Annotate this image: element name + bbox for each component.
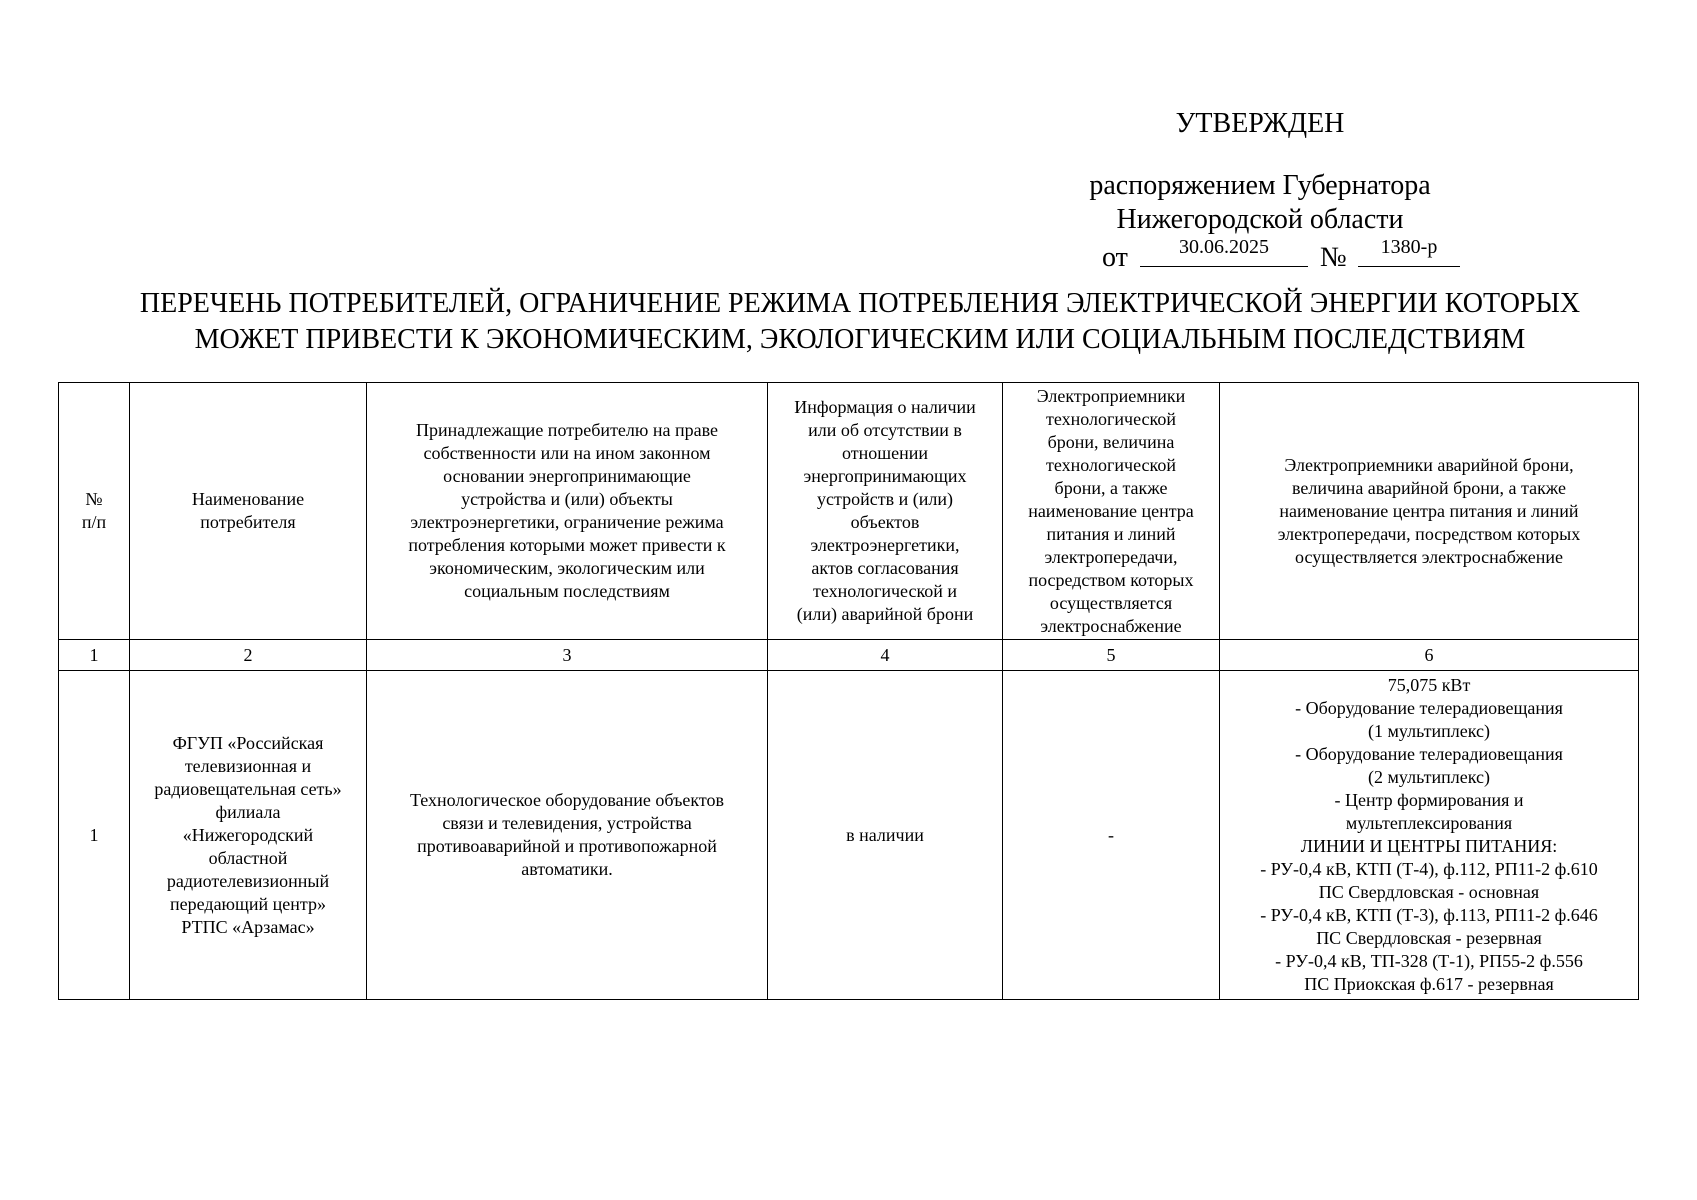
cell-text-line: электропередачи, — [1044, 546, 1178, 567]
cell-text-line: противоаварийной и противопожарной — [417, 836, 717, 856]
cell-text-line: технологической — [1046, 454, 1176, 475]
tech-reserve-cell: - — [1003, 671, 1220, 1000]
cell-text-line: - РУ-0,4 кВ, ТП-328 (Т-1), РП55-2 ф.556 — [1275, 951, 1583, 971]
cell-text-line: социальным последствиям — [464, 581, 670, 601]
header-cell-devices — [367, 383, 768, 640]
cell-text-line: связи и телевидения, устройства — [442, 813, 692, 833]
cell-text-line: ФГУП «Российская — [172, 732, 324, 753]
cell-text-line: - Центр формирования и — [1334, 790, 1524, 810]
approval-line2: Нижегородской области — [1116, 204, 1404, 235]
cell-text-line: Информация о наличии — [794, 397, 976, 417]
approval-number: 1380-р — [1358, 236, 1460, 267]
cell-text-line: п/п — [81, 512, 107, 532]
cell-text-line: Технологическое оборудование объектов — [409, 790, 725, 810]
cell-text-line: потребления которыми может привести к — [408, 535, 726, 555]
cell-text-line: брони, а также — [1054, 477, 1168, 498]
table-header-row — [59, 383, 1639, 640]
cell-text-line: мультеплексирования — [1345, 813, 1513, 833]
header-cell-tech-reserve — [1003, 383, 1220, 640]
column-number-cell: 6 — [1220, 640, 1639, 671]
cell-text-line: наименование центра питания и линий — [1279, 500, 1579, 521]
cell-text-line: отношении — [841, 443, 928, 463]
column-number-cell: 5 — [1003, 640, 1220, 671]
cell-text-line: основании энергопринимающие — [443, 466, 691, 486]
cell-text-line: технологической и — [812, 581, 958, 601]
cell-text-line: электроэнергетики, ограничение режима — [410, 512, 724, 532]
cell-text-line: объектов — [850, 512, 920, 532]
header-cell-emergency-reserve — [1220, 383, 1639, 640]
cell-text-line: экономическим, экологическим или — [429, 558, 705, 578]
consumer-name-cell — [130, 671, 367, 1000]
cell-text-line: электроэнергетики, — [810, 535, 960, 555]
cell-text-line: филиала — [215, 801, 281, 822]
cell-text-line: актов согласования — [811, 558, 959, 578]
cell-text-line: технологической — [1046, 408, 1176, 429]
header-cell-consumer — [130, 383, 367, 640]
cell-text-line: Электроприемники — [1036, 385, 1186, 406]
devices-cell — [367, 671, 768, 1000]
row-number-cell: 1 — [59, 671, 130, 1000]
document-title — [60, 286, 1660, 358]
header-cell-acts-info — [768, 383, 1003, 640]
column-number-cell: 4 — [768, 640, 1003, 671]
cell-text-line: Принадлежащие потребителю на праве — [416, 420, 718, 440]
number-label: № — [1320, 242, 1347, 273]
cell-text-line: (2 мультиплекс) — [1368, 767, 1490, 787]
cell-text-line: радиовещательная сеть» — [154, 778, 342, 799]
acts-info-cell: в наличии — [768, 671, 1003, 1000]
cell-text-line: устройств и (или) — [817, 489, 953, 509]
cell-text-line: ЛИНИИ И ЦЕНТРЫ ПИТАНИЯ: — [1300, 836, 1558, 856]
approval-date: 30.06.2025 — [1140, 236, 1308, 267]
cell-text-line: потребителя — [200, 512, 296, 532]
cell-text-line: питания и линий — [1046, 523, 1176, 544]
cell-text-line: 75,075 кВт — [1387, 675, 1471, 695]
column-number-cell: 1 — [59, 640, 130, 671]
cell-text-line: осуществляется — [1049, 592, 1173, 613]
cell-text-line: ПС Приокская ф.617 - резервная — [1304, 974, 1554, 994]
column-number-cell: 2 — [130, 640, 367, 671]
cell-text-line: посредством которых — [1028, 569, 1194, 590]
column-number-cell: 3 — [367, 640, 768, 671]
cell-text-line: «Нижегородский — [182, 824, 314, 845]
cell-text-line: передающий центр» — [170, 893, 326, 914]
cell-text-line: величина аварийной брони, а также — [1292, 477, 1566, 498]
column-number-row — [59, 640, 1639, 671]
cell-text-line: - Оборудование телерадиовещания — [1295, 698, 1563, 718]
cell-text-line: электроснабжение — [1040, 615, 1182, 636]
title-line2: МОЖЕТ ПРИВЕСТИ К ЭКОНОМИЧЕСКИМ, ЭКОЛОГИЧЕСКИМ ИЛИ СОЦИАЛЬНЫМ ПОСЛЕДСТВИЯМ — [194, 324, 1526, 355]
cell-text-line: энергопринимающих — [803, 466, 967, 486]
approval-heading: УТВЕРЖДЕН — [1175, 108, 1345, 139]
cell-text-line: брони, величина — [1047, 431, 1175, 452]
header-cell-number — [59, 383, 130, 640]
cell-text-line: № — [85, 489, 103, 509]
cell-text-line: - Оборудование телерадиовещания — [1295, 744, 1563, 764]
cell-text-line: ПС Свердловская - основная — [1318, 882, 1540, 902]
title-line1: ПЕРЕЧЕНЬ ПОТРЕБИТЕЛЕЙ, ОГРАНИЧЕНИЕ РЕЖИМА ПОТРЕБЛЕНИЯ ЭЛЕКТРИЧЕСКОЙ ЭНЕРГИИ КОТОРЫХ — [139, 288, 1581, 319]
cell-text-line: устройства и (или) объекты — [461, 489, 673, 509]
cell-text-line: собственности или на ином законном — [423, 443, 711, 463]
approval-line1: распоряжением Губернатора — [1089, 170, 1431, 201]
table-row — [59, 671, 1639, 1000]
consumers-table — [58, 382, 1639, 1000]
cell-text-line: (1 мультиплекс) — [1368, 721, 1490, 741]
cell-text-line: ПС Свердловская - резервная — [1316, 928, 1542, 948]
cell-text-line: - РУ-0,4 кВ, КТП (Т-4), ф.112, РП11-2 ф.610 — [1260, 859, 1598, 879]
from-label: от — [1102, 242, 1128, 273]
cell-text-line: наименование центра — [1028, 500, 1194, 521]
cell-text-line: осуществляется электроснабжение — [1295, 546, 1563, 567]
cell-text-line: Наименование — [191, 489, 305, 509]
emergency-reserve-cell — [1220, 671, 1639, 1000]
cell-text-line: радиотелевизионный — [166, 870, 330, 891]
approval-date-line — [1102, 236, 1522, 276]
cell-text-line: электропередачи, посредством которых — [1277, 523, 1581, 544]
cell-text-line: автоматики. — [521, 859, 613, 879]
cell-text-line: РТПС «Арзамас» — [181, 916, 315, 937]
cell-text-line: (или) аварийной брони — [796, 604, 974, 624]
cell-text-line: телевизионная и — [184, 755, 312, 776]
cell-text-line: областной — [208, 847, 288, 868]
cell-text-line: - РУ-0,4 кВ, КТП (Т-3), ф.113, РП11-2 ф.646 — [1260, 905, 1598, 925]
cell-text-line: или об отсутствии в — [808, 420, 962, 440]
cell-text-line: Электроприемники аварийной брони, — [1284, 454, 1574, 475]
